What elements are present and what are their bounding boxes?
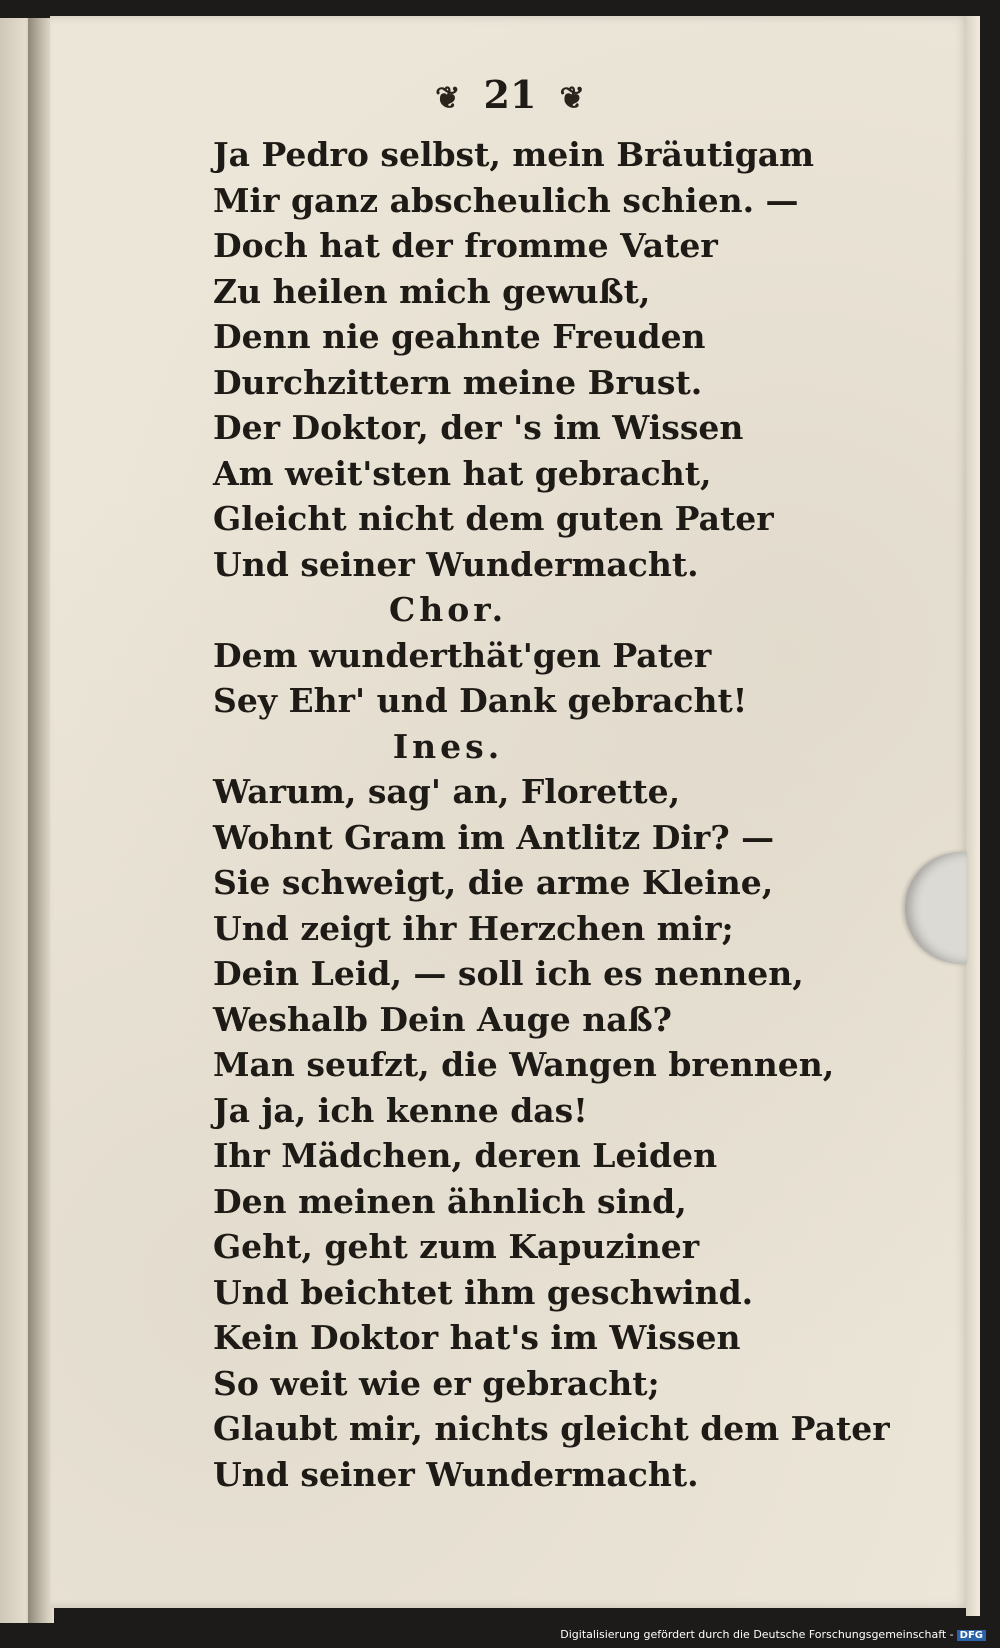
verse-line: Und seiner Wundermacht.	[213, 1454, 699, 1494]
verse-line: Glaubt mir, nichts gleicht dem Pater	[213, 1409, 890, 1448]
verse-line: Sie schweigt, die arme Kleine,	[213, 863, 774, 902]
dfg-logo: DFG	[957, 1630, 986, 1641]
verse-line: Geht, geht zum Kapuziner	[213, 1227, 700, 1266]
verse-line: Und zeigt ihr Herzchen mir;	[213, 908, 734, 948]
verse-line: Warum, sag' an, Florette,	[213, 772, 681, 811]
digitization-credit	[556, 1627, 990, 1642]
speaker-name: Ines.	[392, 726, 504, 766]
page-number: 21	[483, 72, 537, 117]
verse-line: Ihr Mädchen, deren Leiden	[213, 1136, 718, 1175]
verse-line: Am weit'sten hat gebracht,	[213, 453, 712, 493]
verse-line: Doch hat der fromme Vater	[213, 226, 718, 265]
verse-line: Mir ganz abscheulich schien. —	[213, 180, 799, 220]
verse-line: Ja Pedro selbst, mein Bräutigam	[213, 135, 815, 174]
verse-line: Weshalb Dein Auge naß?	[213, 999, 672, 1039]
verse-line: Sey Ehr' und Dank gebracht!	[213, 681, 748, 720]
verse-line: Den meinen ähnlich sind,	[213, 1181, 687, 1221]
verse-line: Dem wunderthät'gen Pater	[213, 635, 712, 675]
verse-line: Und beichtet ihm geschwind.	[213, 1272, 754, 1312]
verse-line: Dein Leid, — soll ich es nennen,	[213, 954, 804, 993]
speaker-name: Chor.	[388, 590, 508, 629]
verse-line: So weit wie er gebracht;	[213, 1363, 660, 1403]
page-header	[50, 72, 970, 117]
verse-line: Gleicht nicht dem guten Pater	[213, 499, 774, 538]
verse-line: Denn nie geahnte Freuden	[213, 317, 706, 356]
verse-line: Kein Doktor hat's im Wissen	[213, 1318, 741, 1357]
verse-line: Ja ja, ich kenne das!	[213, 1090, 588, 1130]
verse-line: Der Doktor, der 's im Wissen	[213, 408, 744, 447]
verse-line: Zu heilen mich gewußt,	[213, 271, 651, 311]
ornament-left-icon: ❦	[435, 81, 461, 116]
verse-line: Wohnt Gram im Antlitz Dir? —	[213, 817, 775, 857]
verse-line: Und seiner Wundermacht.	[213, 544, 699, 584]
verse-line: Man seufzt, die Wangen brennen,	[213, 1045, 835, 1084]
credit-text: Digitalisierung gefördert durch die Deutsche Forschungsgemeinschaft -	[560, 1628, 954, 1641]
verse-text-block	[213, 132, 933, 1497]
page-stack-edge	[966, 16, 980, 1616]
ornament-right-icon: ❦	[559, 81, 585, 116]
verse-line: Durchzittern meine Brust.	[213, 362, 703, 402]
